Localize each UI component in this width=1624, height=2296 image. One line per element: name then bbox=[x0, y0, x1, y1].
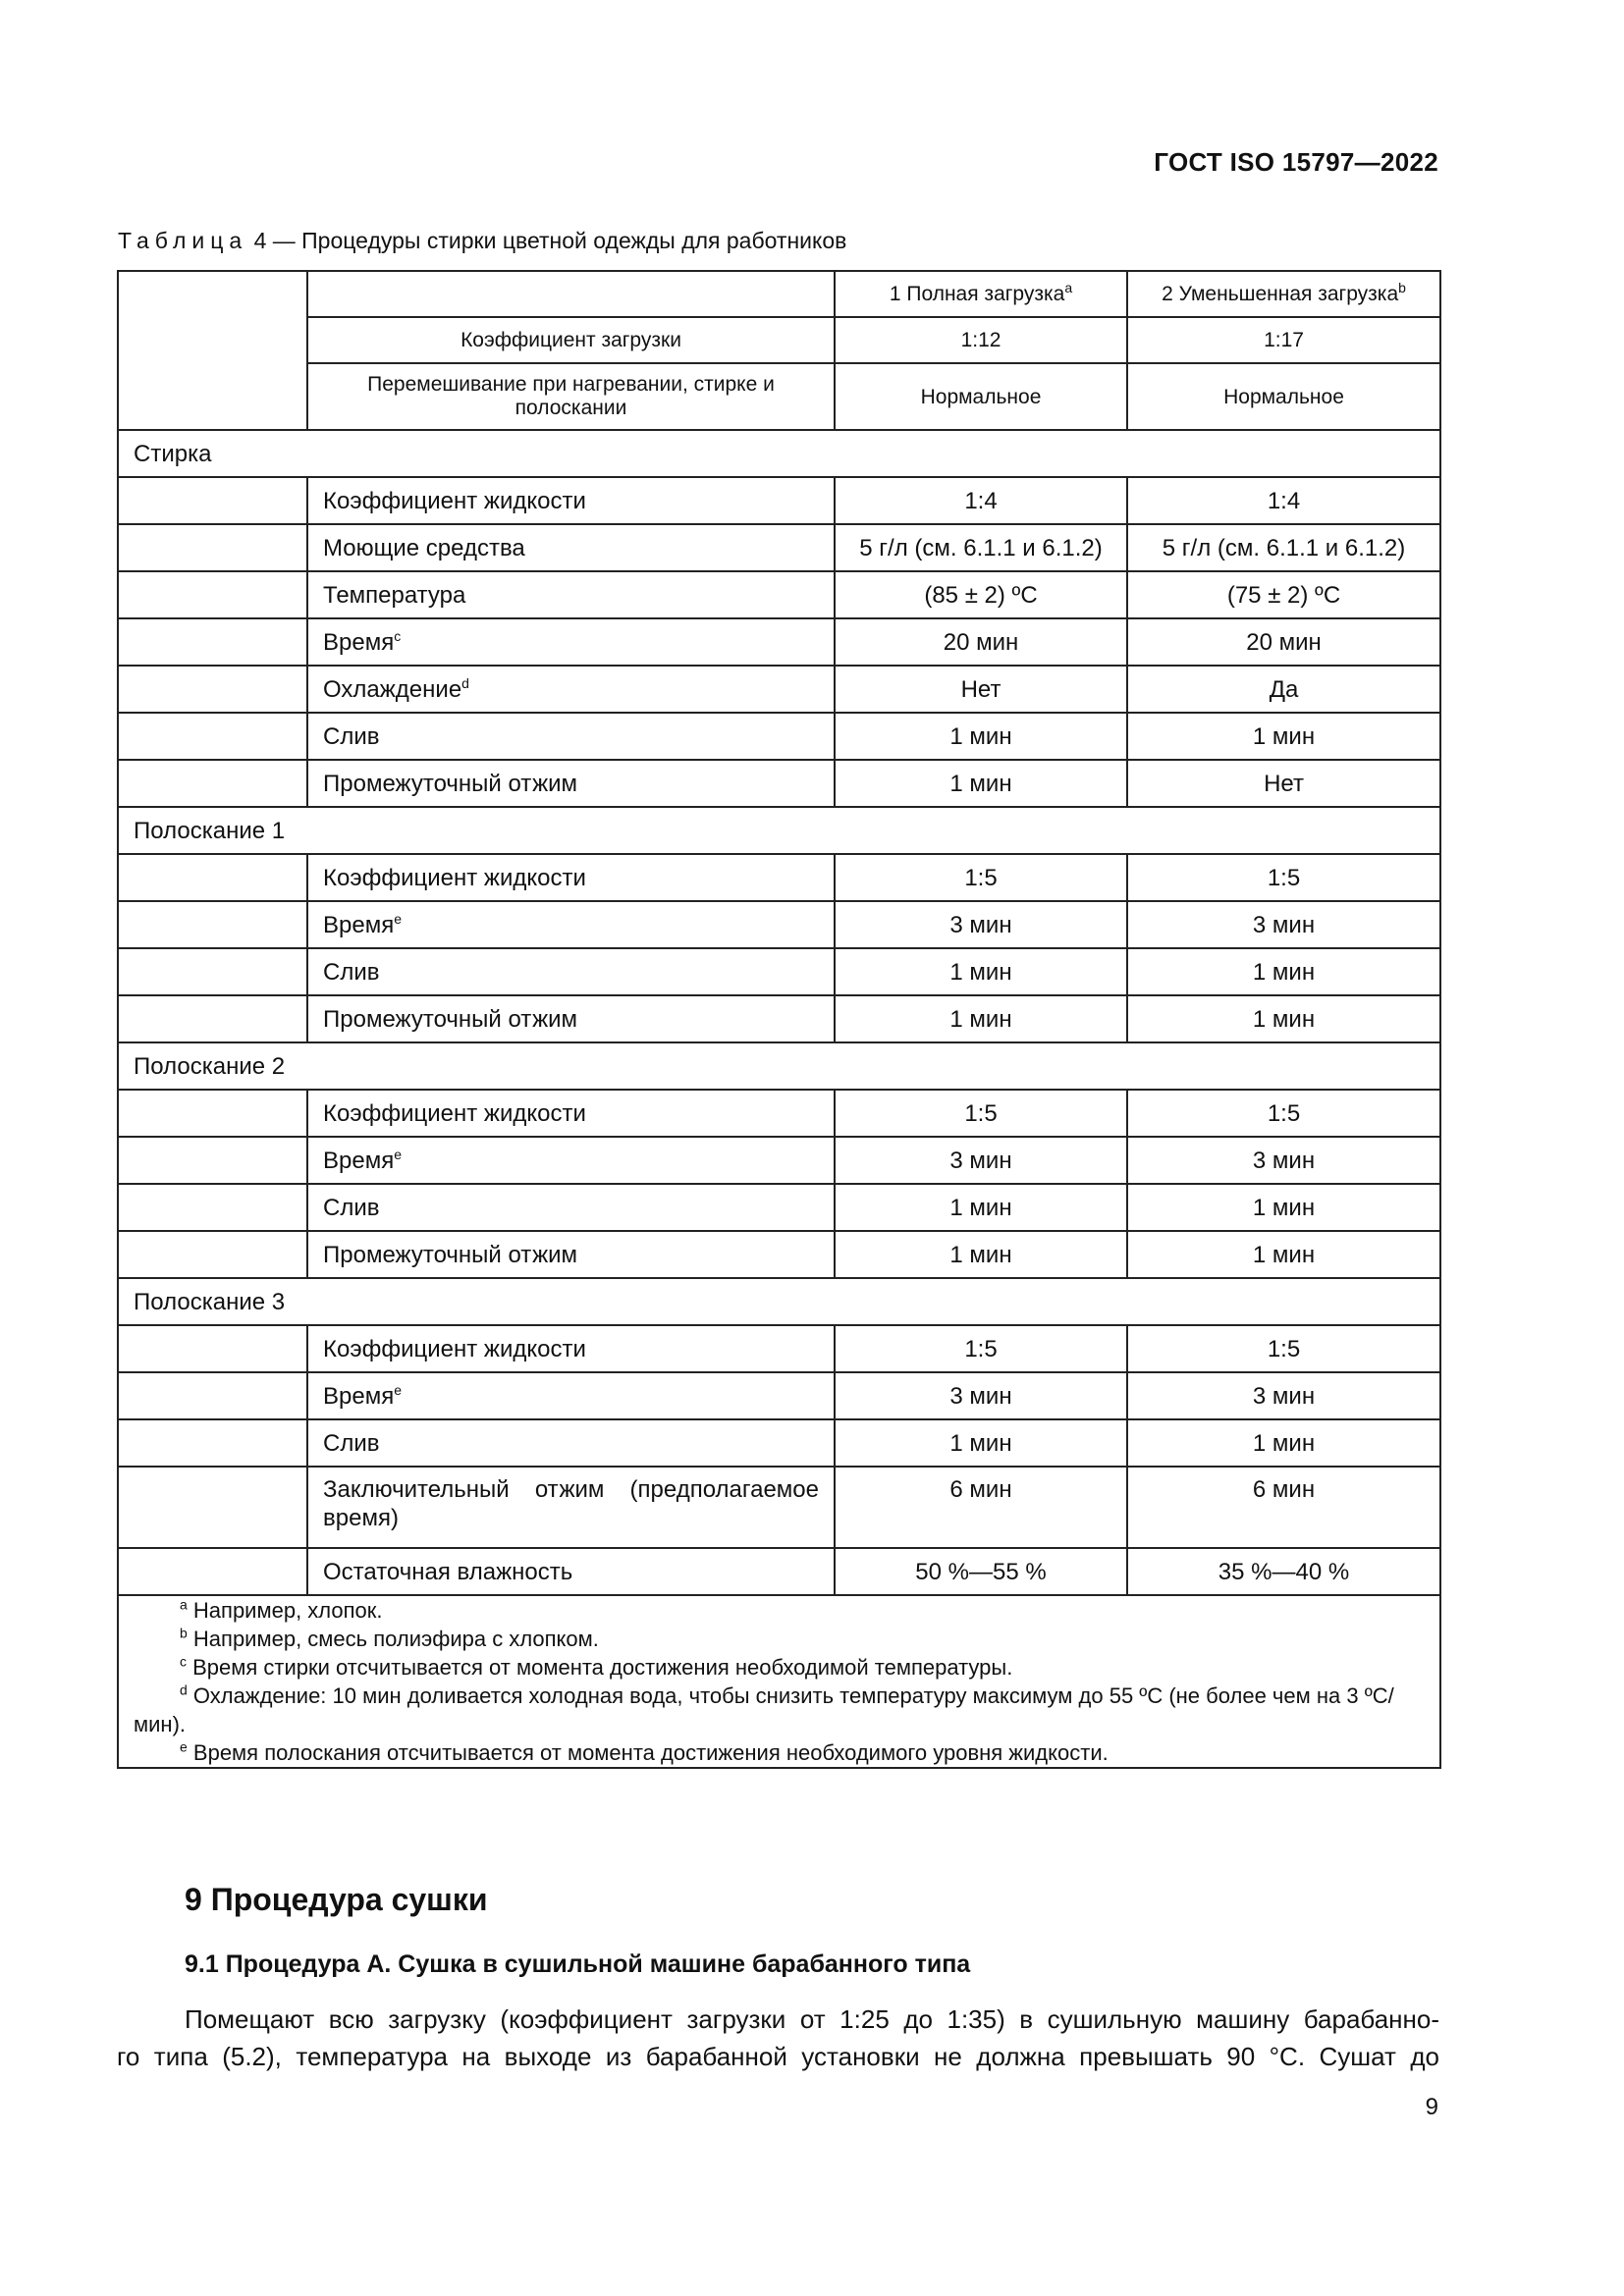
table-row bbox=[118, 995, 1440, 1042]
section-header-row bbox=[118, 1042, 1440, 1090]
footnote-ref: e bbox=[394, 1146, 402, 1162]
table-row bbox=[118, 713, 1440, 760]
parameter-label: Время$^e$ bbox=[307, 901, 835, 948]
agitation-reduced: Нормальное bbox=[1127, 363, 1440, 430]
paragraph-line-2: го типа (5.2), температура на выходе из барабанной установки не должна превышать 90 °С. Сушат до bbox=[117, 2042, 1439, 2071]
table-row bbox=[118, 948, 1440, 995]
body-paragraph bbox=[117, 2001, 1439, 2075]
value-full-load: 1 мин bbox=[835, 1184, 1127, 1231]
load-factor-label: Коэффициент загрузки bbox=[307, 317, 835, 363]
value-reduced-load: 5 г/л (см. 6.1.1 и 6.1.2) bbox=[1127, 524, 1440, 571]
value-full-load: 1 мин bbox=[835, 1231, 1127, 1278]
footnote: $^e$ Время полоскания отсчитывается от момента достижения необходимого уровня жидкости. bbox=[180, 1738, 1109, 1765]
agitation-label: Перемешивание при нагревании, стирке и полоскании bbox=[307, 363, 835, 430]
load-factor-reduced: 1:17 bbox=[1127, 317, 1440, 363]
row-indent-cell bbox=[118, 948, 307, 995]
value-full-load: 20 мин bbox=[835, 618, 1127, 666]
row-indent-cell bbox=[118, 713, 307, 760]
row-indent-cell bbox=[118, 1184, 307, 1231]
row-indent-cell bbox=[118, 901, 307, 948]
parameter-label: Остаточная влажность bbox=[307, 1548, 835, 1595]
washing-procedure-table bbox=[117, 270, 1441, 1769]
value-full-load: 1:4 bbox=[835, 477, 1127, 524]
value-reduced-load: 1 мин bbox=[1127, 948, 1440, 995]
table-row bbox=[118, 1184, 1440, 1231]
table-row bbox=[118, 477, 1440, 524]
value-reduced-load: (75 ± 2) ºС bbox=[1127, 571, 1440, 618]
parameter-label: Слив bbox=[307, 1419, 835, 1467]
value-reduced-load: 35 %—40 % bbox=[1127, 1548, 1440, 1595]
header-blank-corner bbox=[118, 271, 307, 430]
row-indent-cell bbox=[118, 1090, 307, 1137]
row-indent-cell bbox=[118, 1467, 307, 1548]
parameter-label: Время$^e$ bbox=[307, 1137, 835, 1184]
header-full-load: 1 Полная загрузка$^a$ bbox=[835, 271, 1127, 317]
section-header-row bbox=[118, 1278, 1440, 1325]
table-row bbox=[118, 1090, 1440, 1137]
value-full-load: 1 мин bbox=[835, 713, 1127, 760]
page-number: 9 bbox=[1425, 2094, 1438, 2120]
parameter-label: Промежуточный отжим bbox=[307, 760, 835, 807]
section-title-cell: Полоскание 1 bbox=[118, 807, 1440, 854]
value-reduced-load: 1:4 bbox=[1127, 477, 1440, 524]
parameter-label: Промежуточный отжим bbox=[307, 1231, 835, 1278]
row-indent-cell bbox=[118, 1548, 307, 1595]
footnote: $^d$ Охлаждение: 10 мин доливается холодная вода, чтобы снизить температуру максимум до 55 ºС (не более чем на 3 ºС/мин). bbox=[134, 1682, 1394, 1736]
parameter-label: Коэффициент жидкости bbox=[307, 1325, 835, 1372]
value-reduced-load: 1:5 bbox=[1127, 1325, 1440, 1372]
value-full-load: 1 мин bbox=[835, 948, 1127, 995]
parameter-label: Промежуточный отжим bbox=[307, 995, 835, 1042]
footnote-ref: e bbox=[394, 910, 402, 927]
value-reduced-load: 1 мин bbox=[1127, 995, 1440, 1042]
load-factor-full: 1:12 bbox=[835, 317, 1127, 363]
parameter-label: Время$^c$ bbox=[307, 618, 835, 666]
header-blank-label bbox=[307, 271, 835, 317]
table-row bbox=[118, 760, 1440, 807]
value-full-load: Нет bbox=[835, 666, 1127, 713]
footnote-ref: d bbox=[461, 674, 469, 691]
section-title-cell: Полоскание 3 bbox=[118, 1278, 1440, 1325]
table-row bbox=[118, 524, 1440, 571]
document-id: ГОСТ ISO 15797—2022 bbox=[1154, 147, 1438, 177]
value-reduced-load: 1 мин bbox=[1127, 1184, 1440, 1231]
table-row bbox=[118, 1419, 1440, 1467]
row-indent-cell bbox=[118, 760, 307, 807]
row-indent-cell bbox=[118, 666, 307, 713]
footnote: $^a$ Например, хлопок. bbox=[180, 1596, 383, 1623]
value-reduced-load: 1 мин bbox=[1127, 713, 1440, 760]
value-full-load: 1 мин bbox=[835, 1419, 1127, 1467]
parameter-label: Коэффициент жидкости bbox=[307, 1090, 835, 1137]
footnotes-row bbox=[118, 1595, 1440, 1768]
table-row bbox=[118, 1548, 1440, 1595]
table-row bbox=[118, 1137, 1440, 1184]
value-reduced-load: 1:5 bbox=[1127, 854, 1440, 901]
table-row bbox=[118, 666, 1440, 713]
parameter-label: Температура bbox=[307, 571, 835, 618]
value-reduced-load: 3 мин bbox=[1127, 1137, 1440, 1184]
footnote: $^c$ Время стирки отсчитывается от момента достижения необходимой температуры. bbox=[180, 1653, 1013, 1680]
value-full-load: 5 г/л (см. 6.1.1 и 6.1.2) bbox=[835, 524, 1127, 571]
row-indent-cell bbox=[118, 854, 307, 901]
value-full-load: 3 мин bbox=[835, 901, 1127, 948]
parameter-label: Моющие средства bbox=[307, 524, 835, 571]
value-full-load: 1:5 bbox=[835, 1090, 1127, 1137]
table-row bbox=[118, 1372, 1440, 1419]
value-full-load: 1:5 bbox=[835, 854, 1127, 901]
value-reduced-load: 3 мин bbox=[1127, 901, 1440, 948]
header-reduced-load: 2 Уменьшенная загрузка$^b$ bbox=[1127, 271, 1440, 317]
section-title: 9 Процедура сушки bbox=[185, 1882, 488, 1917]
row-indent-cell bbox=[118, 477, 307, 524]
value-reduced-load: 1 мин bbox=[1127, 1231, 1440, 1278]
row-indent-cell bbox=[118, 618, 307, 666]
value-reduced-load: Нет bbox=[1127, 760, 1440, 807]
table-row bbox=[118, 1325, 1440, 1372]
value-full-load: 3 мин bbox=[835, 1372, 1127, 1419]
section-title-cell: Стирка bbox=[118, 430, 1440, 477]
parameter-label: Коэффициент жидкости bbox=[307, 854, 835, 901]
section-header-row bbox=[118, 430, 1440, 477]
value-full-load: (85 ± 2) ºС bbox=[835, 571, 1127, 618]
footnote: $^b$ Например, смесь полиэфира с хлопком. bbox=[180, 1625, 599, 1651]
section-title-cell: Полоскание 2 bbox=[118, 1042, 1440, 1090]
footnote-ref: c bbox=[394, 627, 402, 644]
value-reduced-load: Да bbox=[1127, 666, 1440, 713]
parameter-label: Коэффициент жидкости bbox=[307, 477, 835, 524]
value-full-load: 1 мин bbox=[835, 760, 1127, 807]
table-row bbox=[118, 571, 1440, 618]
section-header-row bbox=[118, 807, 1440, 854]
footnotes-cell bbox=[118, 1595, 1440, 1768]
row-indent-cell bbox=[118, 1325, 307, 1372]
table-row bbox=[118, 854, 1440, 901]
row-indent-cell bbox=[118, 1231, 307, 1278]
table-row bbox=[118, 1231, 1440, 1278]
value-reduced-load: 1:5 bbox=[1127, 1090, 1440, 1137]
value-full-load: 50 %—55 % bbox=[835, 1548, 1127, 1595]
value-full-load: 1 мин bbox=[835, 995, 1127, 1042]
row-indent-cell bbox=[118, 995, 307, 1042]
value-reduced-load: 1 мин bbox=[1127, 1419, 1440, 1467]
table-row bbox=[118, 1467, 1440, 1548]
parameter-label: Слив bbox=[307, 1184, 835, 1231]
table-row bbox=[118, 618, 1440, 666]
table-caption bbox=[118, 228, 846, 254]
value-full-load: 1:5 bbox=[835, 1325, 1127, 1372]
table-row bbox=[118, 901, 1440, 948]
subsection-title: 9.1 Процедура А. Сушка в сушильной машине барабанного типа bbox=[185, 1950, 971, 1978]
parameter-label: Слив bbox=[307, 948, 835, 995]
table-caption-text: 4 — Процедуры стирки цветной одежды для работников bbox=[247, 228, 847, 253]
footnote-ref: e bbox=[394, 1381, 402, 1398]
parameter-label: Охлаждение$^d$ bbox=[307, 666, 835, 713]
value-reduced-load: 3 мин bbox=[1127, 1372, 1440, 1419]
table-caption-prefix: Таблица bbox=[118, 228, 248, 253]
parameter-label: Время$^e$ bbox=[307, 1372, 835, 1419]
paragraph-line-1: Помещают всю загрузку (коэффициент загрузки от 1:25 до 1:35) в сушильную машину барабанно- bbox=[185, 2004, 1439, 2034]
row-indent-cell bbox=[118, 571, 307, 618]
row-indent-cell bbox=[118, 524, 307, 571]
value-full-load: 6 мин bbox=[835, 1467, 1127, 1548]
agitation-full: Нормальное bbox=[835, 363, 1127, 430]
row-indent-cell bbox=[118, 1419, 307, 1467]
parameter-label: Слив bbox=[307, 713, 835, 760]
row-indent-cell bbox=[118, 1137, 307, 1184]
parameter-label: Заключительный отжим (предполагаемое время) bbox=[307, 1467, 835, 1548]
value-reduced-load: 20 мин bbox=[1127, 618, 1440, 666]
row-indent-cell bbox=[118, 1372, 307, 1419]
value-reduced-load: 6 мин bbox=[1127, 1467, 1440, 1548]
value-full-load: 3 мин bbox=[835, 1137, 1127, 1184]
